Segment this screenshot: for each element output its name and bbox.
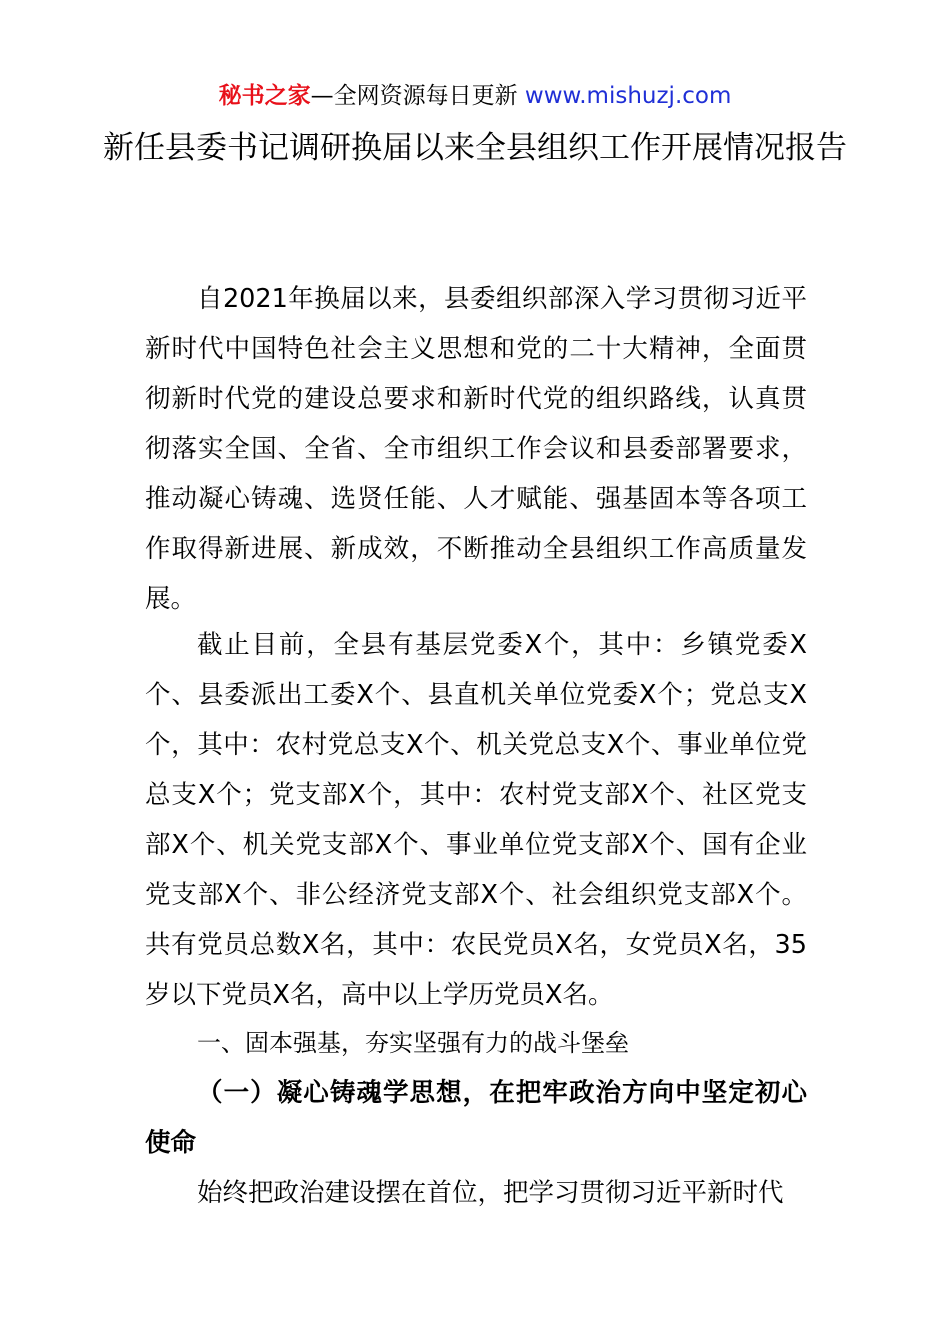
subsection-heading: （一）凝心铸魂学思想，在把牢政治方向中坚定初心使命 [145, 1078, 807, 1158]
site-header [0, 78, 950, 114]
paragraph-statistics: 截止目前，全县有基层党委X个，其中：乡镇党委X个、县委派出工委X个、县直机关单位党委X个；党总支X个，其中：农村党总支X个、机关党总支X个、事业单位党总支X个；党支部X个，其中：农村党支部X个、社区党支部X个、机关党支部X个、事业单位党支部X个、国有企业党支部X个、非公经济党支部X个、社会组织党支部X个。共有党员总数X名，其中：农民党员X名，女党员X名，35岁以下党员X名，高中以上学历党员X名。 [145, 630, 807, 1010]
paragraph-intro: 自2021年换届以来，县委组织部深入学习贯彻习近平新时代中国特色社会主义思想和党的二十大精神，全面贯彻新时代党的建设总要求和新时代党的组织路线，认真贯彻落实全国、全省、全市组织工作会议和县委部署要求，推动凝心铸魂、选贤任能、人才赋能、强基固本等各项工作取得新进展、新成效，不断推动全县组织工作高质量发展。 [145, 284, 807, 614]
site-url-link[interactable]: www.mishuzj.com [524, 83, 732, 109]
site-brand: 秘书之家 [218, 83, 311, 109]
site-tagline: —全网资源每日更新 [310, 83, 518, 109]
section-heading: 一、固本强基，夯实坚强有力的战斗堡垒 [197, 1029, 629, 1057]
paragraph-body: 始终把政治建设摆在首位，把学习贯彻习近平新时代 [197, 1178, 784, 1208]
document-title: 新任县委书记调研换届以来全县组织工作开展情况报告 [103, 130, 847, 166]
